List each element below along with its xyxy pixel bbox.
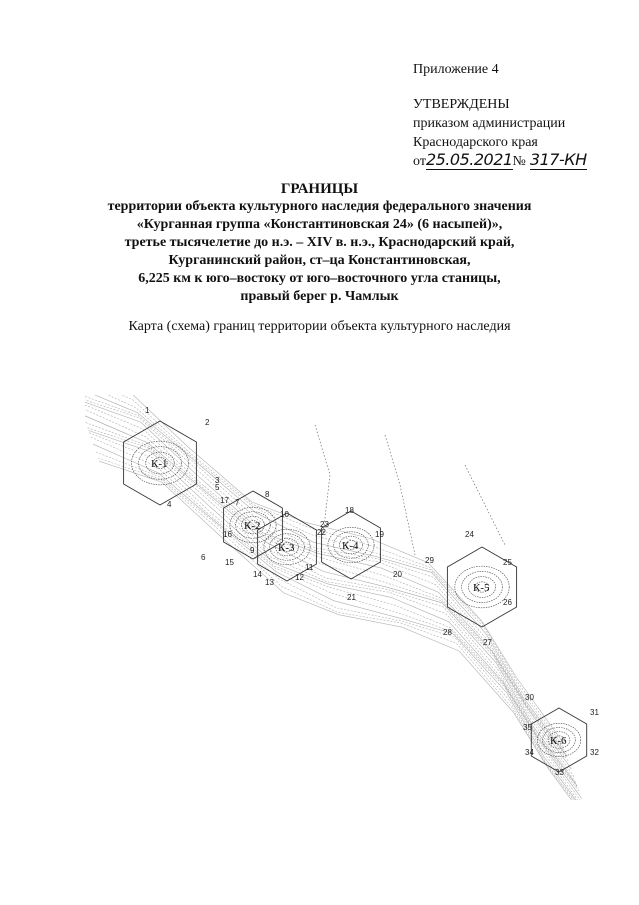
boundary-point-number: 12	[295, 573, 304, 582]
boundary-point-number: 14	[253, 570, 262, 579]
title-line-1: территории объекта культурного наследия федерального значения	[107, 199, 532, 214]
boundary-point-number: 35	[523, 723, 532, 732]
mound-label: К-2	[244, 520, 261, 532]
boundary-point-number: 34	[525, 748, 534, 757]
boundary-point-number: 32	[590, 748, 599, 757]
contour-line	[85, 395, 567, 758]
boundary-point-number: 21	[347, 593, 356, 602]
boundary-point-number: 3	[215, 476, 220, 485]
contour-line	[85, 395, 564, 748]
boundary-point-number: 15	[225, 558, 234, 567]
document-title	[0, 180, 639, 306]
boundary-point-number: 7	[235, 498, 240, 507]
boundary-point-number: 13	[265, 578, 274, 587]
boundary-point-number: 16	[223, 530, 232, 539]
boundary-point-number: 23	[320, 520, 329, 529]
contour-line	[88, 428, 580, 792]
topographic-contours	[85, 395, 592, 800]
handwritten-number: 317-КН	[529, 150, 587, 169]
boundary-point-number: 24	[465, 530, 474, 539]
title-line-6: правый берег р. Чамлык	[240, 289, 399, 304]
contour-line	[85, 397, 569, 762]
mound-label: К-3	[278, 542, 295, 554]
mound-label: К-5	[473, 582, 490, 594]
mound-label: К-6	[550, 735, 567, 747]
contour-line	[91, 437, 587, 800]
title-line-5: 6,225 км к юго–востоку от юго–восточного угла станицы,	[138, 271, 501, 286]
boundary-point-number: 26	[503, 598, 512, 607]
boundary-point-number: 28	[443, 628, 452, 637]
mound-label: К-1	[151, 458, 168, 470]
boundary-point-number: 17	[220, 496, 229, 505]
contour-line	[85, 395, 567, 755]
appendix-label: Приложение 4	[413, 62, 499, 77]
mound-markers	[131, 441, 580, 756]
boundary-point-number: 27	[483, 638, 492, 647]
boundary-point-number: 8	[265, 490, 270, 499]
title-line-2: «Курганная группа «Константиновская 24» (6 насыпей)»,	[136, 217, 503, 232]
approved-label: УТВЕРЖДЕНЫ	[413, 97, 510, 112]
boundary-point-number: 33	[555, 768, 564, 777]
title-line-4: Курганинский район, ст–ца Константиновская,	[168, 253, 471, 268]
boundary-point-number: 11	[305, 563, 314, 572]
boundary-point-number: 18	[345, 506, 354, 515]
boundary-point-number: 9	[250, 546, 255, 555]
handwritten-date: 25.05.2021	[425, 150, 513, 169]
map-caption: Карта (схема) границ территории объекта культурного наследия	[128, 319, 511, 334]
title-line-3: третье тысячелетие до н.э. – XIV в. н.э., Краснодарский край,	[124, 235, 515, 250]
boundary-point-number: 6	[201, 553, 206, 562]
boundary-point-number: 29	[425, 556, 434, 565]
boundary-map	[85, 395, 615, 800]
contour-line	[85, 400, 571, 770]
boundary-point-number: 31	[590, 708, 599, 717]
number-prefix: №	[512, 154, 526, 169]
contour-line	[98, 458, 590, 800]
boundary-point-number: 30	[525, 693, 534, 702]
survey-line	[315, 425, 330, 535]
boundary-point-number: 25	[503, 558, 512, 567]
boundary-point-number: 4	[167, 500, 172, 509]
boundary-point-number: 19	[375, 530, 384, 539]
contour-line	[88, 430, 581, 798]
mound-label: К-4	[342, 540, 359, 552]
approval-line-1: приказом администрации	[413, 116, 566, 131]
contour-line	[89, 433, 584, 800]
boundary-point-number: 1	[145, 406, 150, 415]
approval-block	[413, 60, 587, 171]
contour-line	[93, 444, 588, 800]
approval-date-line	[413, 152, 587, 171]
approval-line-2: Краснодарского края	[413, 135, 538, 150]
boundary-point-labels	[145, 406, 599, 777]
boundary-point-number: 22	[317, 528, 326, 537]
boundary-point-number: 2	[205, 418, 210, 427]
boundary-point-number: 5	[215, 483, 220, 492]
boundary-point-number: 10	[280, 510, 289, 519]
survey-line	[385, 435, 415, 555]
title-heading: ГРАНИЦЫ	[280, 181, 359, 197]
boundary-point-number: 20	[393, 570, 402, 579]
date-prefix: от	[413, 154, 426, 169]
